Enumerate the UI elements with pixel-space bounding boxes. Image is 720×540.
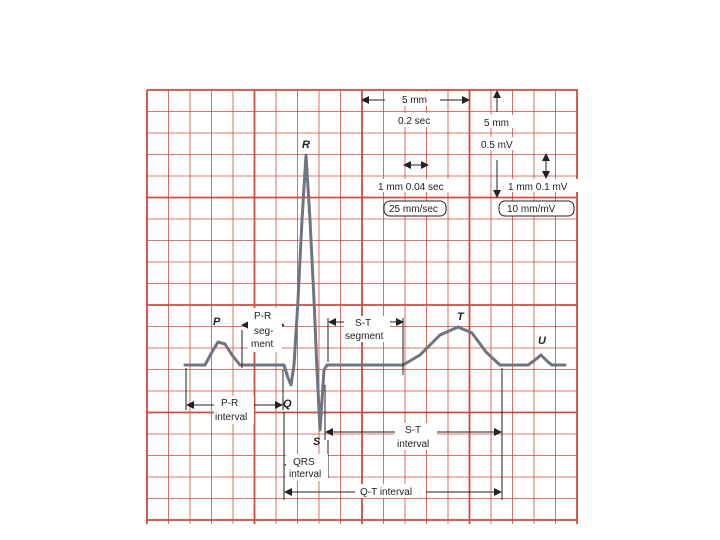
- pr-segment-label-3: ment: [251, 339, 274, 350]
- qrs-interval-label-2: interval: [289, 469, 322, 480]
- st-interval-label-2: interval: [397, 439, 430, 450]
- big-box-time-label: 0.2 sec: [398, 116, 431, 127]
- p-wave-label: P: [213, 316, 221, 328]
- big-box-width-label: 5 mm: [402, 95, 427, 106]
- q-wave-label: Q: [283, 398, 292, 410]
- gain-label: 10 mm/mV: [507, 204, 556, 215]
- st-interval-label-1: S-T: [405, 425, 422, 436]
- pr-segment-label-2: seg-: [254, 326, 274, 337]
- qrs-interval-label-1: QRS: [293, 457, 315, 468]
- st-segment-label-1: S-T: [355, 318, 372, 329]
- r-wave-label: R: [302, 139, 310, 151]
- pr-segment-label-1: P-R: [254, 311, 272, 322]
- small-box-volt-label: 1 mm 0.1 mV: [508, 182, 568, 193]
- pr-interval-label-2: interval: [215, 412, 248, 423]
- paper-speed-label: 25 mm/sec: [389, 204, 438, 215]
- st-segment-label-2: segment: [345, 331, 384, 342]
- ecg-grid-paper: [147, 90, 578, 524]
- small-box-time-label: 1 mm 0.04 sec: [378, 182, 444, 193]
- big-box-volt-label: 0.5 mV: [481, 140, 513, 151]
- u-wave-label: U: [538, 335, 546, 347]
- s-wave-label: S: [313, 436, 321, 448]
- big-box-height-label: 5 mm: [484, 118, 509, 129]
- pr-interval-label-1: P-R: [221, 398, 239, 409]
- t-wave-label: T: [457, 311, 464, 323]
- qt-interval-label: Q-T interval: [360, 487, 413, 498]
